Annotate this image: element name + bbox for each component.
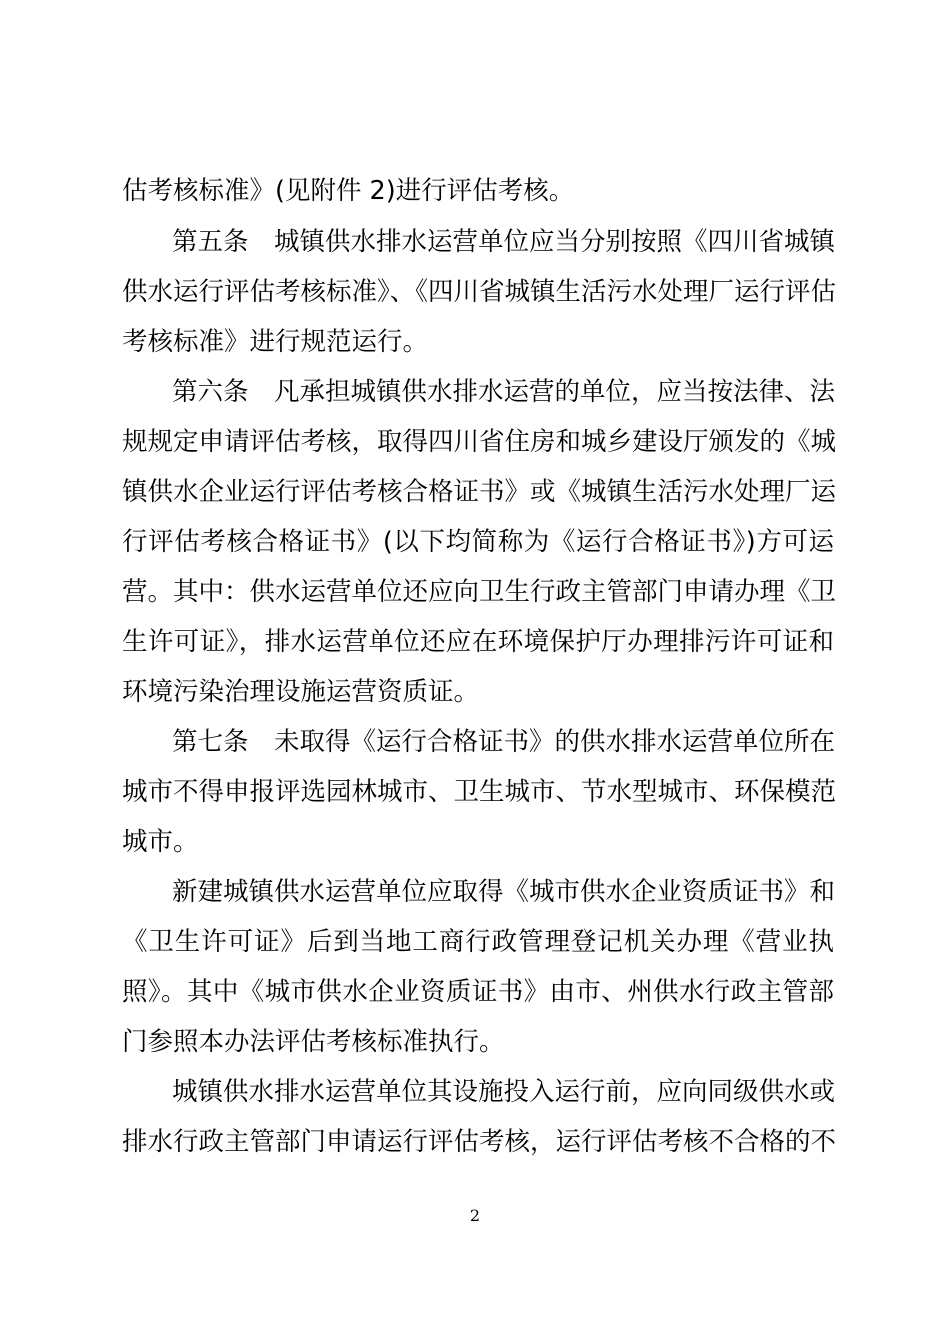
paragraph-new-line-4: 门参照本办法评估考核标准执行。 xyxy=(122,1027,505,1057)
article-6-line-1: 第六条 凡承担城镇供水排水运营的单位，应当按法律、法 xyxy=(172,377,836,407)
article-5-line-2: 供水运行评估考核标准》、《四川省城镇生活污水处理厂运行评估 xyxy=(122,277,837,307)
paragraph-facility-line-1: 城镇供水排水运营单位其设施投入运行前，应向同级供水或 xyxy=(172,1077,836,1107)
article-5-line-3: 考核标准》进行规范运行。 xyxy=(122,327,429,357)
article-7-line-3: 城市。 xyxy=(122,827,199,857)
paragraph-new-line-2: 《卫生许可证》后到当地工商行政管理登记机关办理《营业执 xyxy=(122,927,834,957)
article-6-line-4: 行评估考核合格证书》(以下均简称为《运行合格证书》)方可运 xyxy=(122,527,834,557)
page-number: 2 xyxy=(469,1206,481,1225)
article-7-line-1: 第七条 未取得《运行合格证书》的供水排水运营单位所在 xyxy=(172,727,836,757)
article-6-line-3: 镇供水企业运行评估考核合格证书》或《城镇生活污水处理厂运 xyxy=(122,477,837,507)
article-7-line-2: 城市不得申报评选园林城市、卫生城市、节水型城市、环保模范 xyxy=(122,777,837,807)
article-5-line-1: 第五条 城镇供水排水运营单位应当分别按照《四川省城镇 xyxy=(172,227,836,257)
article-6-line-7: 环境污染治理设施运营资质证。 xyxy=(122,677,480,707)
article-6-line-5: 营。其中：供水运营单位还应向卫生行政主管部门申请办理《卫 xyxy=(122,577,837,607)
paragraph-new-line-1: 新建城镇供水运营单位应取得《城市供水企业资质证书》和 xyxy=(172,877,836,907)
article-6-line-2: 规规定申请评估考核，取得四川省住房和城乡建设厅颁发的《城 xyxy=(122,427,837,457)
text-line-1: 估考核标准》(见附件 2)进行评估考核。 xyxy=(122,176,575,206)
paragraph-facility-line-2: 排水行政主管部门申请运行评估考核，运行评估考核不合格的不 xyxy=(122,1127,837,1157)
article-6-line-6: 生许可证》，排水运营单位还应在环境保护厅办理排污许可证和 xyxy=(122,627,834,657)
paragraph-new-line-3: 照》。其中《城市供水企业资质证书》由市、州供水行政主管部 xyxy=(122,977,834,1007)
